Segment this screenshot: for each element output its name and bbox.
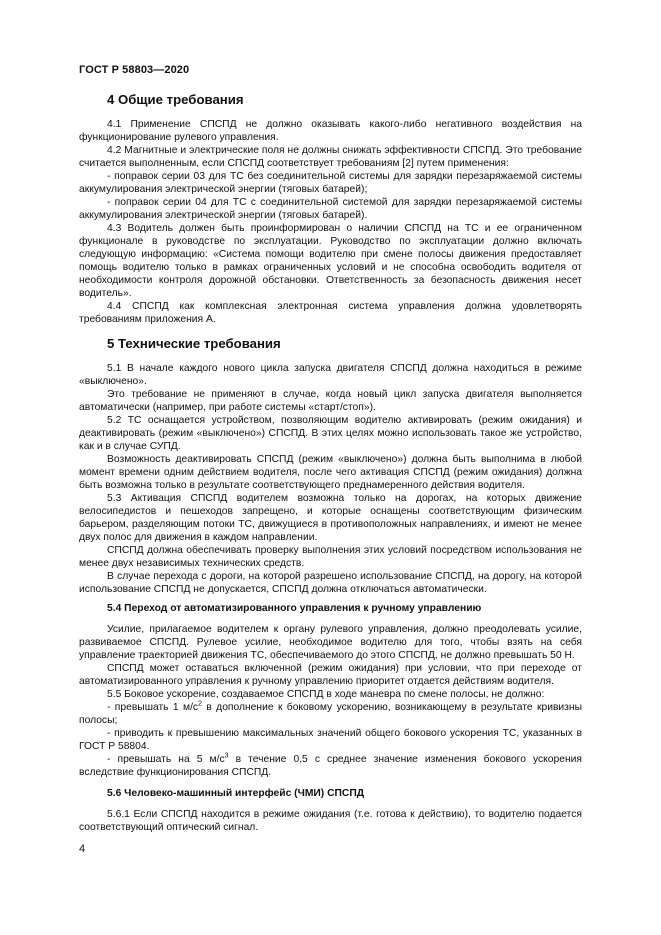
section-4-title: 4 Общие требования [107, 92, 244, 107]
para-4-3: 4.3 Водитель должен быть проинформирован о наличии СПСПД на ТС и ее ограниченном функционале в руководстве по эксплуатации. Руководство по эксплуатации должно включать следующую информацию: «Система помощи водителю при смене полосы движения предоставляет помощь водителю только в рамках ограниченных условий и не способна освободить водителя от необходимости контроля дорожной обстановки. Ответственность за безопасность движения несет водитель». [79, 223, 582, 299]
para-5-3-c: В случае перехода с дороги, на которой разрешено использование СПСПД, на дорогу, на которой использование СПСПД не допускается, СПСПД должна отключаться автоматически. [79, 571, 582, 595]
subsection-5-4-title: 5.4 Переход от автоматизированного управления к ручному управлению [107, 603, 482, 614]
para-4-1: 4.1 Применение СПСПД не должно оказывать какого-либо негативного воздействия на функционирование рулевого управления. [79, 119, 582, 143]
para-5-1-note: Это требование не применяют в случае, когда новый цикл запуска двигателя выполняется автоматически (например, при работе системы «старт/стоп»). [79, 389, 582, 413]
para-4-4: 4.4 СПСПД как комплексная электронная система управления должна удовлетворять требованиям приложения А. [79, 301, 582, 325]
page-content [79, 92, 582, 834]
para-4-2-a: - поправок серии 03 для ТС без соединительной системы для зарядки перезаряжаемой системы аккумулирования электрической энергии (тяговых батарей); [79, 171, 582, 195]
para-5-5: 5.5 Боковое ускорение, создаваемое СПСПД в ходе маневра по смене полосы, не должно: [107, 689, 545, 700]
para-4-2-b: - поправок серии 04 для ТС с соединительной системой для зарядки перезаряжаемой системы аккумулирования электрической энергии (тяговых батарей). [79, 197, 582, 221]
doc-header: ГОСТ Р 58803—2020 [79, 64, 190, 76]
subsection-5-6-title: 5.6 Человеко-машинный интерфейс (ЧМИ) СПСПД [107, 788, 365, 799]
para-4-2: 4.2 Магнитные и электрические поля не должны снижать эффективности СПСПД. Это требование считается выполненным, если СПСПД соответствует требованиям [2] путем применения: [79, 145, 582, 169]
para-5-5-bullet-3: - превышать на 5 $м/с^3$ в течение 0,5 с среднее значение изменения бокового ускорения вследствие функционирования СПСПД. [79, 752, 582, 778]
page-number: 4 [79, 843, 86, 855]
para-5-4-b: СПСПД может оставаться включенной (режим ожидания) при условии, что при переходе от автоматизированного управления к ручному управлению приоритет отдается действиям водителя. [79, 663, 582, 687]
para-5-6-1: 5.6.1 Если СПСПД находится в режиме ожидания (т.е. готова к действию), то водителю подается соответствующий оптический сигнал. [79, 809, 582, 833]
para-5-2-b: Возможность деактивировать СПСПД (режим «выключено») должна быть выполнима в любой момент времени одним действием водителя, после чего активация СПСПД (режим ожидания) должна быть возможна только в результате соответствующего преднамеренного действия водителя. [79, 454, 582, 491]
section-5-title: 5 Технические требования [107, 336, 281, 351]
para-5-2: 5.2 ТС оснащается устройством, позволяющим водителю активировать (режим ожидания) и деактивировать (режим «выключено») СПСПД. В этих целях можно использовать такое же устройство, как и в случае СУПД. [79, 415, 582, 452]
para-5-3-b: СПСПД должна обеспечивать проверку выполнения этих условий посредством использования не менее двух независимых технических средств. [79, 545, 582, 569]
para-5-5-bullet-1: - превышать 1 $м/с^2$ в дополнение к боковому ускорению, возникающему в результате кривизны полосы; [79, 700, 582, 726]
para-5-3: 5.3 Активация СПСПД водителем возможна только на дорогах, на которых движение велосипедистов и пешеходов запрещено, и которые оснащены соответствующим физическим барьером, разделяющим потоки ТС, движущиеся в противоположных направлениях, и имеют не менее двух полос для движения в каждом направлении. [79, 493, 582, 543]
para-5-1: 5.1 В начале каждого нового цикла запуска двигателя СПСПД должна находиться в режиме «выключено». [79, 363, 582, 387]
para-5-5-bullet-2: - приводить к превышению максимальных значений общего бокового ускорения ТС, указанных в ГОСТ Р 58804. [79, 728, 582, 752]
para-5-4-a: Усилие, прилагаемое водителем к органу рулевого управления, должно преодолевать усилие, развиваемое СПСПД. Рулевое усилие, необходимое водителю для того, чтобы взять на себя управление траекторией движения ТС, обеспечиваемого до этого СПСПД, не должно превышать 50 Н. [79, 624, 582, 661]
